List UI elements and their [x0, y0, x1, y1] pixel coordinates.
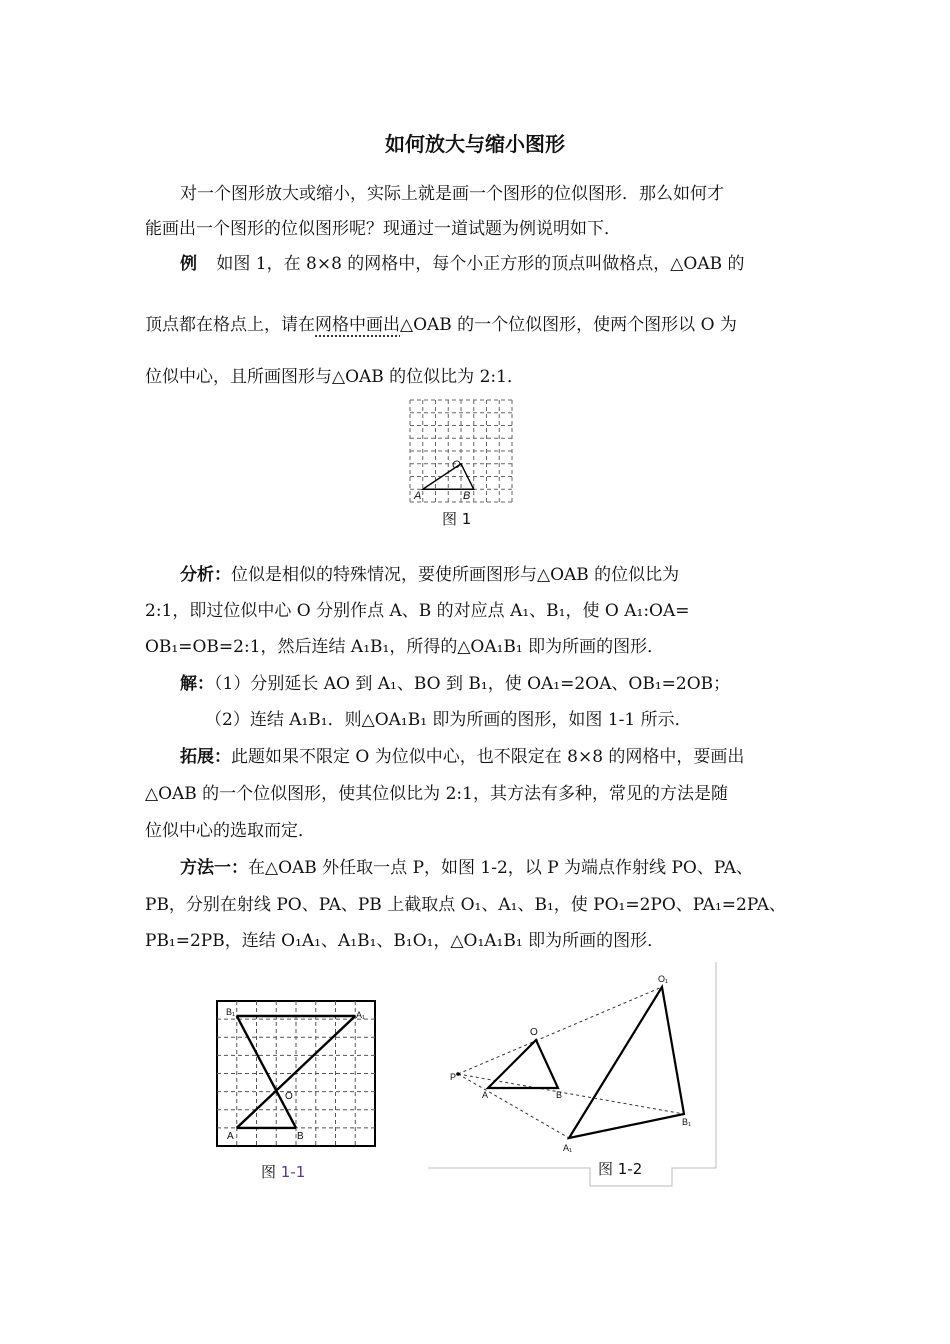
figure-1-1-caption-prefix: 图: [261, 1163, 281, 1181]
figure-1-1-caption-number: 1-1: [280, 1163, 306, 1181]
fig11-label-b: B: [297, 1131, 304, 1142]
fig1-label-a: A: [414, 490, 422, 502]
example-label: 例: [180, 254, 197, 274]
fig11-label-o: O: [285, 1091, 293, 1102]
fig12-label-p: P: [450, 1072, 457, 1082]
fig1-label-b: B: [463, 490, 471, 502]
extension-label: 拓展：: [180, 747, 231, 767]
example-text-2c: △OAB 的一个位似图形，使两个图形以 O 为: [400, 315, 737, 335]
extension-line-3: 位似中心的选取而定．: [145, 821, 315, 841]
figure-1-caption: 图 1: [442, 510, 472, 528]
analysis-text-1: 位似是相似的特殊情况，要使所画图形与△OAB 的位似比为: [231, 565, 680, 585]
method1-text-1: 在△OAB 外任取一点 P，如图 1-2，以 P 为端点作射线 PO、PA、: [248, 858, 753, 878]
figure-1-1-grid: [214, 998, 380, 1150]
solution-text-1: （1）分别延长 AO 到 A₁、BO 到 B₁，使 OA₁=2OA、OB₁=2OB；: [214, 674, 731, 694]
fig12-label-b1: B₁: [682, 1117, 692, 1127]
analysis-label: 分析：: [180, 565, 231, 585]
fig12-label-o: O: [530, 1027, 538, 1038]
triangle-o1a1b1-large: [569, 987, 684, 1138]
extension-text-1: 此题如果不限定 O 为位似中心，也不限定在 8×8 的网格中，要画出: [231, 747, 745, 767]
intro-line-2: 能画出一个图形的位似图形呢？现通过一道试题为例说明如下．: [145, 219, 621, 239]
example-text-1: 如图 1，在 8×8 的网格中，每个小正方形的顶点叫做格点，△OAB 的: [216, 254, 745, 274]
intro-line-1: 对一个图形放大或缩小，实际上就是画一个图形的位似图形．那么如何才: [180, 184, 724, 204]
fig1-label-o: O: [452, 459, 461, 471]
extension-line-1: [180, 746, 845, 768]
fig11-label-b1: B₁: [226, 1007, 236, 1017]
fig12-label-b: B: [556, 1090, 563, 1100]
example-line-1: [180, 253, 845, 275]
example-line-3: 位似中心，且所画图形与△OAB 的位似比为 2:1．: [145, 367, 524, 387]
solution-label: 解：: [180, 674, 214, 694]
fig12-label-a: A: [482, 1090, 489, 1100]
analysis-line-1: [180, 564, 845, 586]
page-title: 如何放大与缩小图形: [385, 132, 565, 156]
fig11-label-a: A: [227, 1131, 234, 1142]
analysis-line-3: OB₁=OB=2:1，然后连结 A₁B₁，所得的△OA₁B₁ 即为所画的图形．: [145, 637, 665, 657]
extension-line-2: △OAB 的一个位似图形，使其位似比为 2:1，其方法有多种，常见的方法是随: [145, 784, 728, 804]
method1-line-1: [180, 857, 845, 879]
triangle-oab-small: [488, 1040, 558, 1088]
solution-line-2: （2）连结 A₁B₁．则△OA₁B₁ 即为所画的图形，如图 1-1 所示．: [205, 710, 692, 730]
method1-line-2: PB，分别在射线 PO、PA、PB 上截取点 O₁、A₁、B₁，使 PO₁=2PO、PA₁=2PA、: [145, 895, 786, 915]
figure-1-1-caption: [261, 1161, 305, 1182]
method1-line-3: PB₁=2PB，连结 O₁A₁、A₁B₁、B₁O₁，△O₁A₁B₁ 即为所画的图形．: [145, 931, 665, 951]
fig12-label-a1: A₁: [563, 1143, 573, 1153]
example-emphasis: 网格中画出: [315, 315, 400, 335]
fig12-label-o1: O₁: [658, 974, 669, 984]
figure-1-2-rays: [458, 987, 684, 1138]
analysis-line-2: 2:1，即过位似中心 O 分别作点 A、B 的对应点 A₁、B₁，使 O A₁:OA=: [145, 601, 690, 621]
figure-1-grid: [408, 398, 516, 504]
example-text-2a: 顶点都在格点上，请在: [145, 315, 315, 335]
solution-line-1: [180, 673, 845, 695]
example-line-2: [145, 314, 810, 336]
method1-label: 方法一：: [180, 858, 248, 878]
figure-1-2-diagram: [426, 962, 722, 1188]
fig11-label-a1: A₁: [356, 1010, 366, 1020]
figure-1-2-caption: 图 1-2: [598, 1160, 643, 1178]
